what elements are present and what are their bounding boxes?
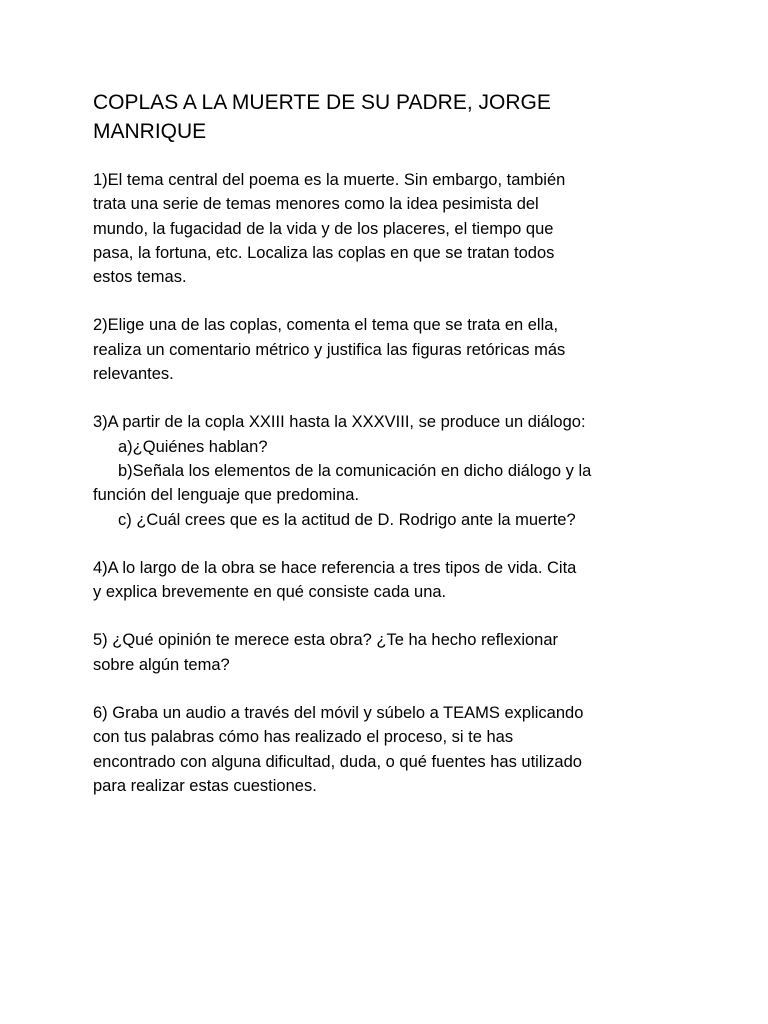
question-1: 1)El tema central del poema es la muerte. Sin embargo, también trata una serie de temas menores como la idea pesimista del mundo, la fugacidad de la vida y de los placeres, el tiempo que pasa, la fortuna, etc. Localiza las coplas en que se tratan todos estos temas. — [93, 171, 566, 287]
question-3-c: c) ¿Cuál crees que es la actitud de D. Rodrigo ante la muerte? — [118, 510, 576, 529]
document-title: COPLAS A LA MUERTE DE SU PADRE, JORGE MANRIQUE — [93, 91, 551, 143]
question-6: 6) Graba un audio a través del móvil y súbelo a TEAMS explicando con tus palabras cómo has realizado el proceso, si te has encontrado con alguna dificultad, duda, o qué fuentes has utilizado para realizar estas cuestiones. — [93, 704, 584, 795]
question-5: 5) ¿Qué opinión te merece esta obra? ¿Te ha hecho reflexionar sobre algún tema? — [93, 631, 559, 674]
question-3 — [93, 410, 693, 531]
question-3-b-continuation: función del lenguaje que predomina. — [93, 486, 360, 505]
question-3-b-first-line: b)Señala los elementos de la comunicación en dicho diálogo y la — [118, 461, 592, 480]
question-4: 4)A lo largo de la obra se hace referencia a tres tipos de vida. Cita y explica brevemente en qué consiste cada una. — [93, 558, 577, 602]
question-3-a: a)¿Quiénes hablan? — [118, 437, 268, 456]
question-3-intro: 3)A partir de la copla XXIII hasta la XXXVIII, se produce un diálogo: — [93, 413, 586, 432]
question-2: 2)Elige una de las coplas, comenta el tema que se trata en ella, realiza un comentario métrico y justifica las figuras retóricas más relevantes. — [93, 316, 566, 384]
document-content — [93, 88, 693, 822]
